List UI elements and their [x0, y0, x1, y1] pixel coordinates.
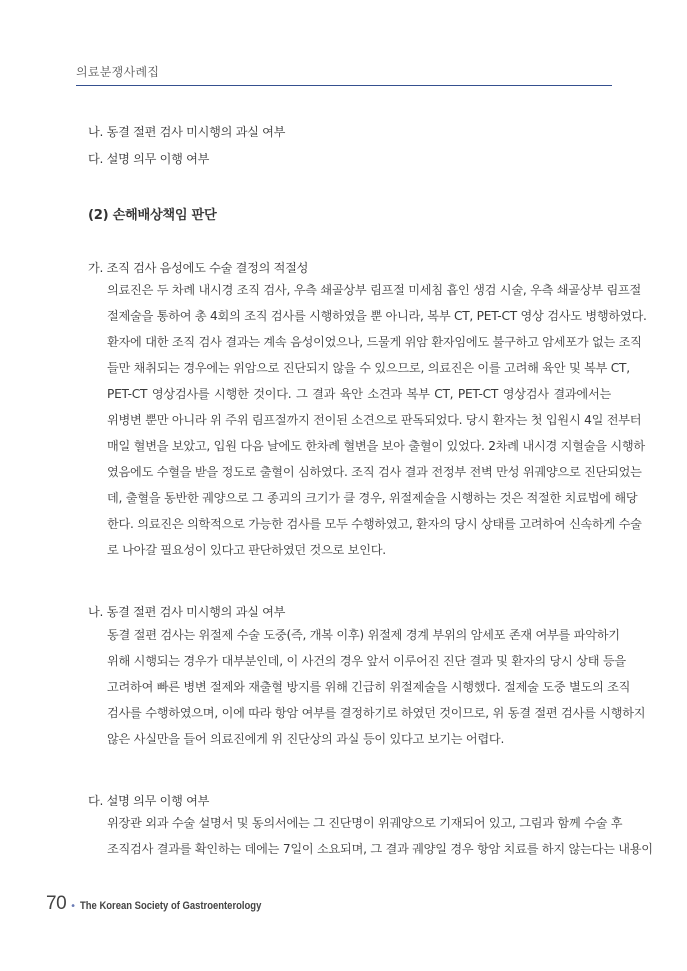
header-divider [76, 85, 612, 86]
paragraph-line: 들만 채취되는 경우에는 위암으로 진단되지 않을 수 있으므로, 의료진은 이를 고려해 육안 및 복부 CT, [107, 361, 630, 375]
paragraph-line: 조직검사 결과를 확인하는 데에는 7일이 소요되며, 그 결과 궤양일 경우 항암 치료를 하지 않는다는 내용이 [107, 842, 653, 856]
paragraph-line: 동결 절편 검사는 위절제 수술 도중(즉, 개복 이후) 위절제 경계 부위의 암세포 존재 여부를 파악하기 [107, 628, 620, 642]
outline-item-frozen-section: 나. 동결 절편 검사 미시행의 과실 여부 [88, 125, 286, 139]
paragraph-line: 위장관 외과 수술 설명서 및 동의서에는 그 진단명이 위궤양으로 기재되어 있고, 그림과 함께 수술 후 [107, 816, 623, 830]
paragraph-ga [107, 277, 647, 563]
paragraph-da [107, 810, 653, 862]
paragraph-na [107, 622, 646, 752]
paragraph-line: 한다. 의료진은 의학적으로 가능한 검사를 모두 수행하였고, 환자의 당시 상태를 고려하여 신속하게 수술 [107, 517, 642, 531]
running-head-title: 의료분쟁사례집 [76, 65, 160, 79]
outline-item-duty-to-explain: 다. 설명 의무 이행 여부 [88, 152, 210, 166]
footer-separator: • [70, 901, 77, 912]
paragraph-line: 매일 혈변을 보았고, 입원 다음 날에도 한차례 혈변을 보아 출혈이 있었다. 2차례 내시경 지혈술을 시행하 [107, 439, 645, 453]
publisher-name: The Korean Society of Gastroenterology [80, 900, 262, 912]
paragraph-line: 로 나아갈 필요성이 있다고 판단하였던 것으로 보인다. [107, 543, 386, 557]
paragraph-line: 고려하여 빠른 병변 절제와 재출혈 방지를 위해 긴급히 위절제술을 시행했다. 절제술 도중 별도의 조직 [107, 680, 631, 694]
section-heading: (2) 손해배상책임 판단 [88, 208, 217, 223]
page-footer [46, 893, 291, 915]
paragraph-line: 데, 출혈을 동반한 궤양으로 그 종괴의 크기가 클 경우, 위절제술을 시행하는 것은 적절한 치료법에 해당 [107, 491, 638, 505]
subsection-heading-ga: 가. 조직 검사 음성에도 수술 결정의 적절성 [88, 261, 309, 275]
paragraph-line: 위해 시행되는 경우가 대부분인데, 이 사건의 경우 앞서 이루어진 진단 결과 및 환자의 당시 상태 등을 [107, 654, 626, 668]
paragraph-line: 환자에 대한 조직 검사 결과는 계속 음성이었으나, 드물게 위암 환자임에도 불구하고 암세포가 없는 조직 [107, 335, 642, 349]
paragraph-line: 였음에도 수혈을 받을 정도로 출혈이 심하였다. 조직 검사 결과 전정부 전벽 만성 위궤양으로 진단되었는 [107, 465, 642, 479]
subsection-heading-na: 나. 동결 절편 검사 미시행의 과실 여부 [88, 605, 286, 619]
paragraph-line: 절제술을 통하여 총 4회의 조직 검사를 시행하였을 뿐 아니라, 복부 CT, PET-CT 영상 검사도 병행하였다. [107, 309, 647, 323]
paragraph-line: 않은 사실만을 들어 의료진에게 위 진단상의 과실 등이 있다고 보기는 어렵다. [107, 732, 505, 746]
paragraph-line: PET-CT 영상검사를 시행한 것이다. 그 결과 육안 소견과 복부 CT, PET-CT 영상검사 결과에서는 [107, 387, 611, 401]
page-number: 70 [46, 893, 67, 914]
paragraph-line: 의료진은 두 차례 내시경 조직 검사, 우측 쇄골상부 림프절 미세침 흡인 생검 시술, 우측 쇄골상부 림프절 [107, 283, 642, 297]
paragraph-line: 위병변 뿐만 아니라 위 주위 림프절까지 전이된 소견으로 판독되었다. 당시 환자는 첫 입원시 4일 전부터 [107, 413, 642, 427]
paragraph-line: 검사를 수행하였으며, 이에 따라 항암 여부를 결정하기로 하였던 것이므로, 위 동결 절편 검사를 시행하지 [107, 706, 646, 720]
subsection-heading-da: 다. 설명 의무 이행 여부 [88, 794, 210, 808]
